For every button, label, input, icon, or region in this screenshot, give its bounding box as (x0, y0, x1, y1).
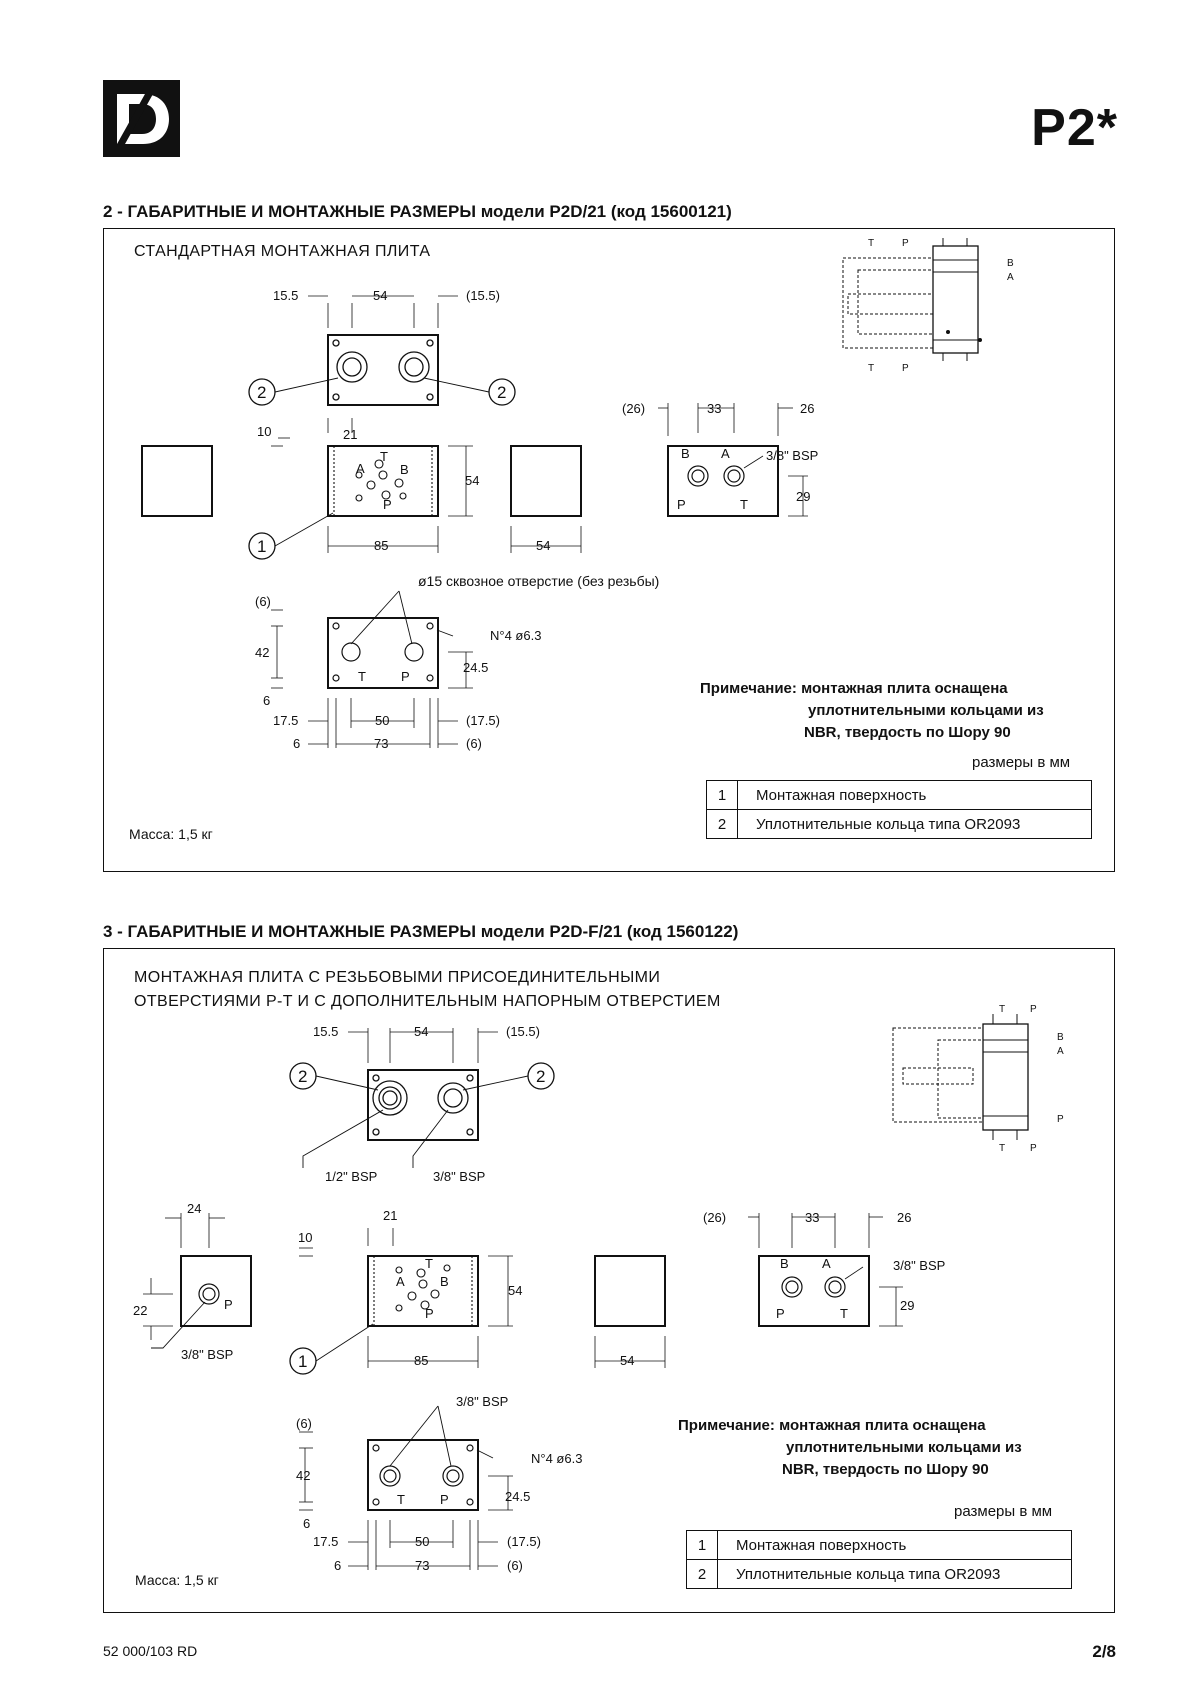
s3-row1-a: 17.5 (313, 1534, 339, 1549)
s2-schem-b: B (1007, 258, 1014, 269)
section-2-units: размеры в мм (972, 754, 1071, 771)
s2-bottom-port-p: P (401, 669, 410, 684)
s3-left-24: 24 (187, 1201, 202, 1216)
s2-hole-label: ø15 сквозное отверстие (без резьбы) (418, 573, 660, 589)
s3-schem-p-bot: P (1030, 1143, 1037, 1154)
s2-side-54: 54 (536, 538, 551, 553)
section-3-units: размеры в мм (954, 1503, 1053, 1520)
s2-side-square (511, 446, 581, 516)
s3-row2-b: 73 (415, 1558, 430, 1573)
s2-row2-a: 6 (293, 736, 301, 751)
s3-hole-label: 3/8" BSP (456, 1394, 509, 1409)
s2-row1-b: 50 (375, 713, 390, 728)
s3-row1-c: (17.5) (507, 1534, 541, 1549)
s3-right-port-b: B (780, 1256, 789, 1271)
s2-front-view (271, 418, 473, 553)
company-logo (103, 80, 180, 157)
s3-callout-2b: 2 (536, 1067, 546, 1086)
s2-right-port-t: T (740, 497, 748, 512)
s3-left-view (143, 1213, 251, 1348)
section-3-note: Примечание: монтажная плита оснащена уплотнительными кольцами из NBR, твердость по Шору 90 (678, 1417, 1022, 1478)
s3-right-29: 29 (900, 1298, 915, 1313)
s2-front-21: 21 (343, 427, 358, 442)
s3-right-26a: (26) (703, 1210, 727, 1225)
s3-schematic (893, 1014, 1028, 1140)
legend-row: 1 Монтажная поверхность (707, 781, 1092, 810)
s2-top-dim-2: 54 (373, 288, 388, 303)
s3-schem-p-top: P (1030, 1004, 1037, 1015)
section-2-title: 2 - ГАБАРИТНЫЕ И МОНТАЖНЫЕ РАЗМЕРЫ модели P2D/21 (код 15600121) (103, 202, 732, 221)
section-3-legend (686, 1530, 1072, 1589)
s2-bottom-view (271, 591, 473, 748)
s2-left-square (142, 446, 212, 516)
s3-front-view (299, 1228, 513, 1368)
s2-front-10: 10 (257, 424, 272, 439)
s2-schem-t-top: T (868, 238, 875, 249)
s3-bottom-42: 42 (296, 1468, 311, 1483)
s2-top-dim-3: (15.5) (466, 288, 500, 303)
s2-schem-p-top: P (902, 238, 909, 249)
s2-right-33: 33 (707, 401, 722, 416)
s2-right-port-a: A (721, 446, 730, 461)
s3-bottom-n4: N°4 ø6.3 (531, 1451, 583, 1466)
s3-port-p: P (425, 1306, 434, 1321)
s3-right-port-a: A (822, 1256, 831, 1271)
s2-bottom-42: 42 (255, 645, 270, 660)
s3-row2-c: (6) (507, 1558, 523, 1573)
s2-port-a: A (356, 461, 365, 476)
legend-row: 2 Уплотнительные кольца типа OR2093 (687, 1560, 1072, 1589)
s3-port-t: T (425, 1256, 433, 1271)
s2-right-26a: (26) (622, 401, 646, 416)
s3-callout-2a: 2 (298, 1067, 308, 1086)
s3-right-bsp: 3/8" BSP (893, 1258, 946, 1273)
s3-top-view (303, 1028, 498, 1168)
s3-schem-a: A (1057, 1046, 1064, 1057)
section-2-legend (706, 780, 1092, 839)
s3-port-b: B (440, 1274, 449, 1289)
section-3-plate-title-1: МОНТАЖНАЯ ПЛИТА С РЕЗЬБОВЫМИ ПРИСОЕДИНИТЕЛЬНЫМИ (134, 969, 661, 986)
s3-row2-a: 6 (334, 1558, 342, 1573)
s2-bottom-6b: 6 (263, 693, 271, 708)
s2-row1-c: (17.5) (466, 713, 500, 728)
s2-top-dim-1: 15.5 (273, 288, 299, 303)
s2-port-b: B (400, 462, 409, 477)
s3-top-dim-3: (15.5) (506, 1024, 540, 1039)
s3-bottom-6b: 6 (303, 1516, 311, 1531)
s3-front-10: 10 (298, 1230, 313, 1245)
s3-schem-b: B (1057, 1032, 1064, 1043)
s3-top-dim-2: 54 (414, 1024, 429, 1039)
s3-front-85: 85 (414, 1353, 429, 1368)
s3-callout-1: 1 (298, 1352, 308, 1371)
s3-bsp-3-8: 3/8" BSP (433, 1169, 486, 1184)
s3-schem-t-bot: T (999, 1143, 1006, 1154)
s3-bsp-half: 1/2" BSP (325, 1169, 378, 1184)
section-3-mass: Масса: 1,5 кг (135, 1572, 219, 1588)
s2-right-port-p: P (677, 497, 686, 512)
s2-front-85: 85 (374, 538, 389, 553)
s3-side-square (595, 1256, 665, 1326)
s2-schem-a: A (1007, 272, 1014, 283)
section-2-plate-title: СТАНДАРТНАЯ МОНТАЖНАЯ ПЛИТА (134, 243, 431, 260)
page-number: 2/8 (1092, 1642, 1116, 1661)
s2-bottom-6a: (6) (255, 594, 271, 609)
s2-bottom-port-t: T (358, 669, 366, 684)
s3-schem-t-top: T (999, 1004, 1006, 1015)
s3-top-dim-1: 15.5 (313, 1024, 339, 1039)
s3-row1-b: 50 (415, 1534, 430, 1549)
section-3-plate-title-2: ОТВЕРСТИЯМИ P-T И С ДОПОЛНИТЕЛЬНЫМ НАПОРНЫМ ОТВЕРСТИЕМ (134, 993, 721, 1010)
s3-left-bsp: 3/8" BSP (181, 1347, 234, 1362)
s3-right-port-p: P (776, 1306, 785, 1321)
s2-right-29: 29 (796, 489, 811, 504)
section-2-mass: Масса: 1,5 кг (129, 826, 213, 842)
s3-bottom-6a: (6) (296, 1416, 312, 1431)
s2-callout-2a: 2 (257, 383, 267, 402)
section-2-drawing (103, 228, 1115, 872)
s2-callout-2b: 2 (497, 383, 507, 402)
s3-bottom-port-t: T (397, 1492, 405, 1507)
s2-port-t: T (380, 449, 388, 464)
s2-right-port-b: B (681, 446, 690, 461)
s3-side-54: 54 (620, 1353, 635, 1368)
s3-left-port-p: P (224, 1297, 233, 1312)
s2-schem-t-bot: T (868, 363, 875, 374)
section-2-note: Примечание: монтажная плита оснащена уплотнительными кольцами из NBR, твердость по Шору 90 (700, 680, 1044, 741)
s3-bottom-24-5: 24.5 (505, 1489, 531, 1504)
s3-right-26b: 26 (897, 1210, 912, 1225)
legend-row: 2 Уплотнительные кольца типа OR2093 (707, 810, 1092, 839)
s2-bottom-n4: N°4 ø6.3 (490, 628, 542, 643)
s2-schem-p-bot: P (902, 363, 909, 374)
s2-bottom-24-5: 24.5 (463, 660, 489, 675)
s2-row2-c: (6) (466, 736, 482, 751)
s3-front-21: 21 (383, 1208, 398, 1223)
s2-top-view (308, 296, 458, 405)
s2-right-bsp: 3/8" BSP (766, 448, 819, 463)
document-code: 52 000/103 RD (103, 1643, 198, 1659)
s3-port-a: A (396, 1274, 405, 1289)
s3-right-port-t: T (840, 1306, 848, 1321)
legend-row: 1 Монтажная поверхность (687, 1531, 1072, 1560)
s3-right-33: 33 (805, 1210, 820, 1225)
s3-front-54: 54 (508, 1283, 523, 1298)
s2-port-p: P (383, 497, 392, 512)
s2-schematic (843, 238, 982, 361)
s3-schem-p: P (1057, 1114, 1064, 1125)
s2-front-54: 54 (465, 473, 480, 488)
section-3-title: 3 - ГАБАРИТНЫЕ И МОНТАЖНЫЕ РАЗМЕРЫ модели P2D-F/21 (код 1560122) (103, 922, 739, 941)
model-code: P2* (1031, 99, 1118, 157)
s3-left-22: 22 (133, 1303, 148, 1318)
s2-callout-1: 1 (257, 537, 267, 556)
s2-row2-b: 73 (374, 736, 389, 751)
s3-bottom-port-p: P (440, 1492, 449, 1507)
s2-right-26b: 26 (800, 401, 815, 416)
s2-row1-a: 17.5 (273, 713, 299, 728)
